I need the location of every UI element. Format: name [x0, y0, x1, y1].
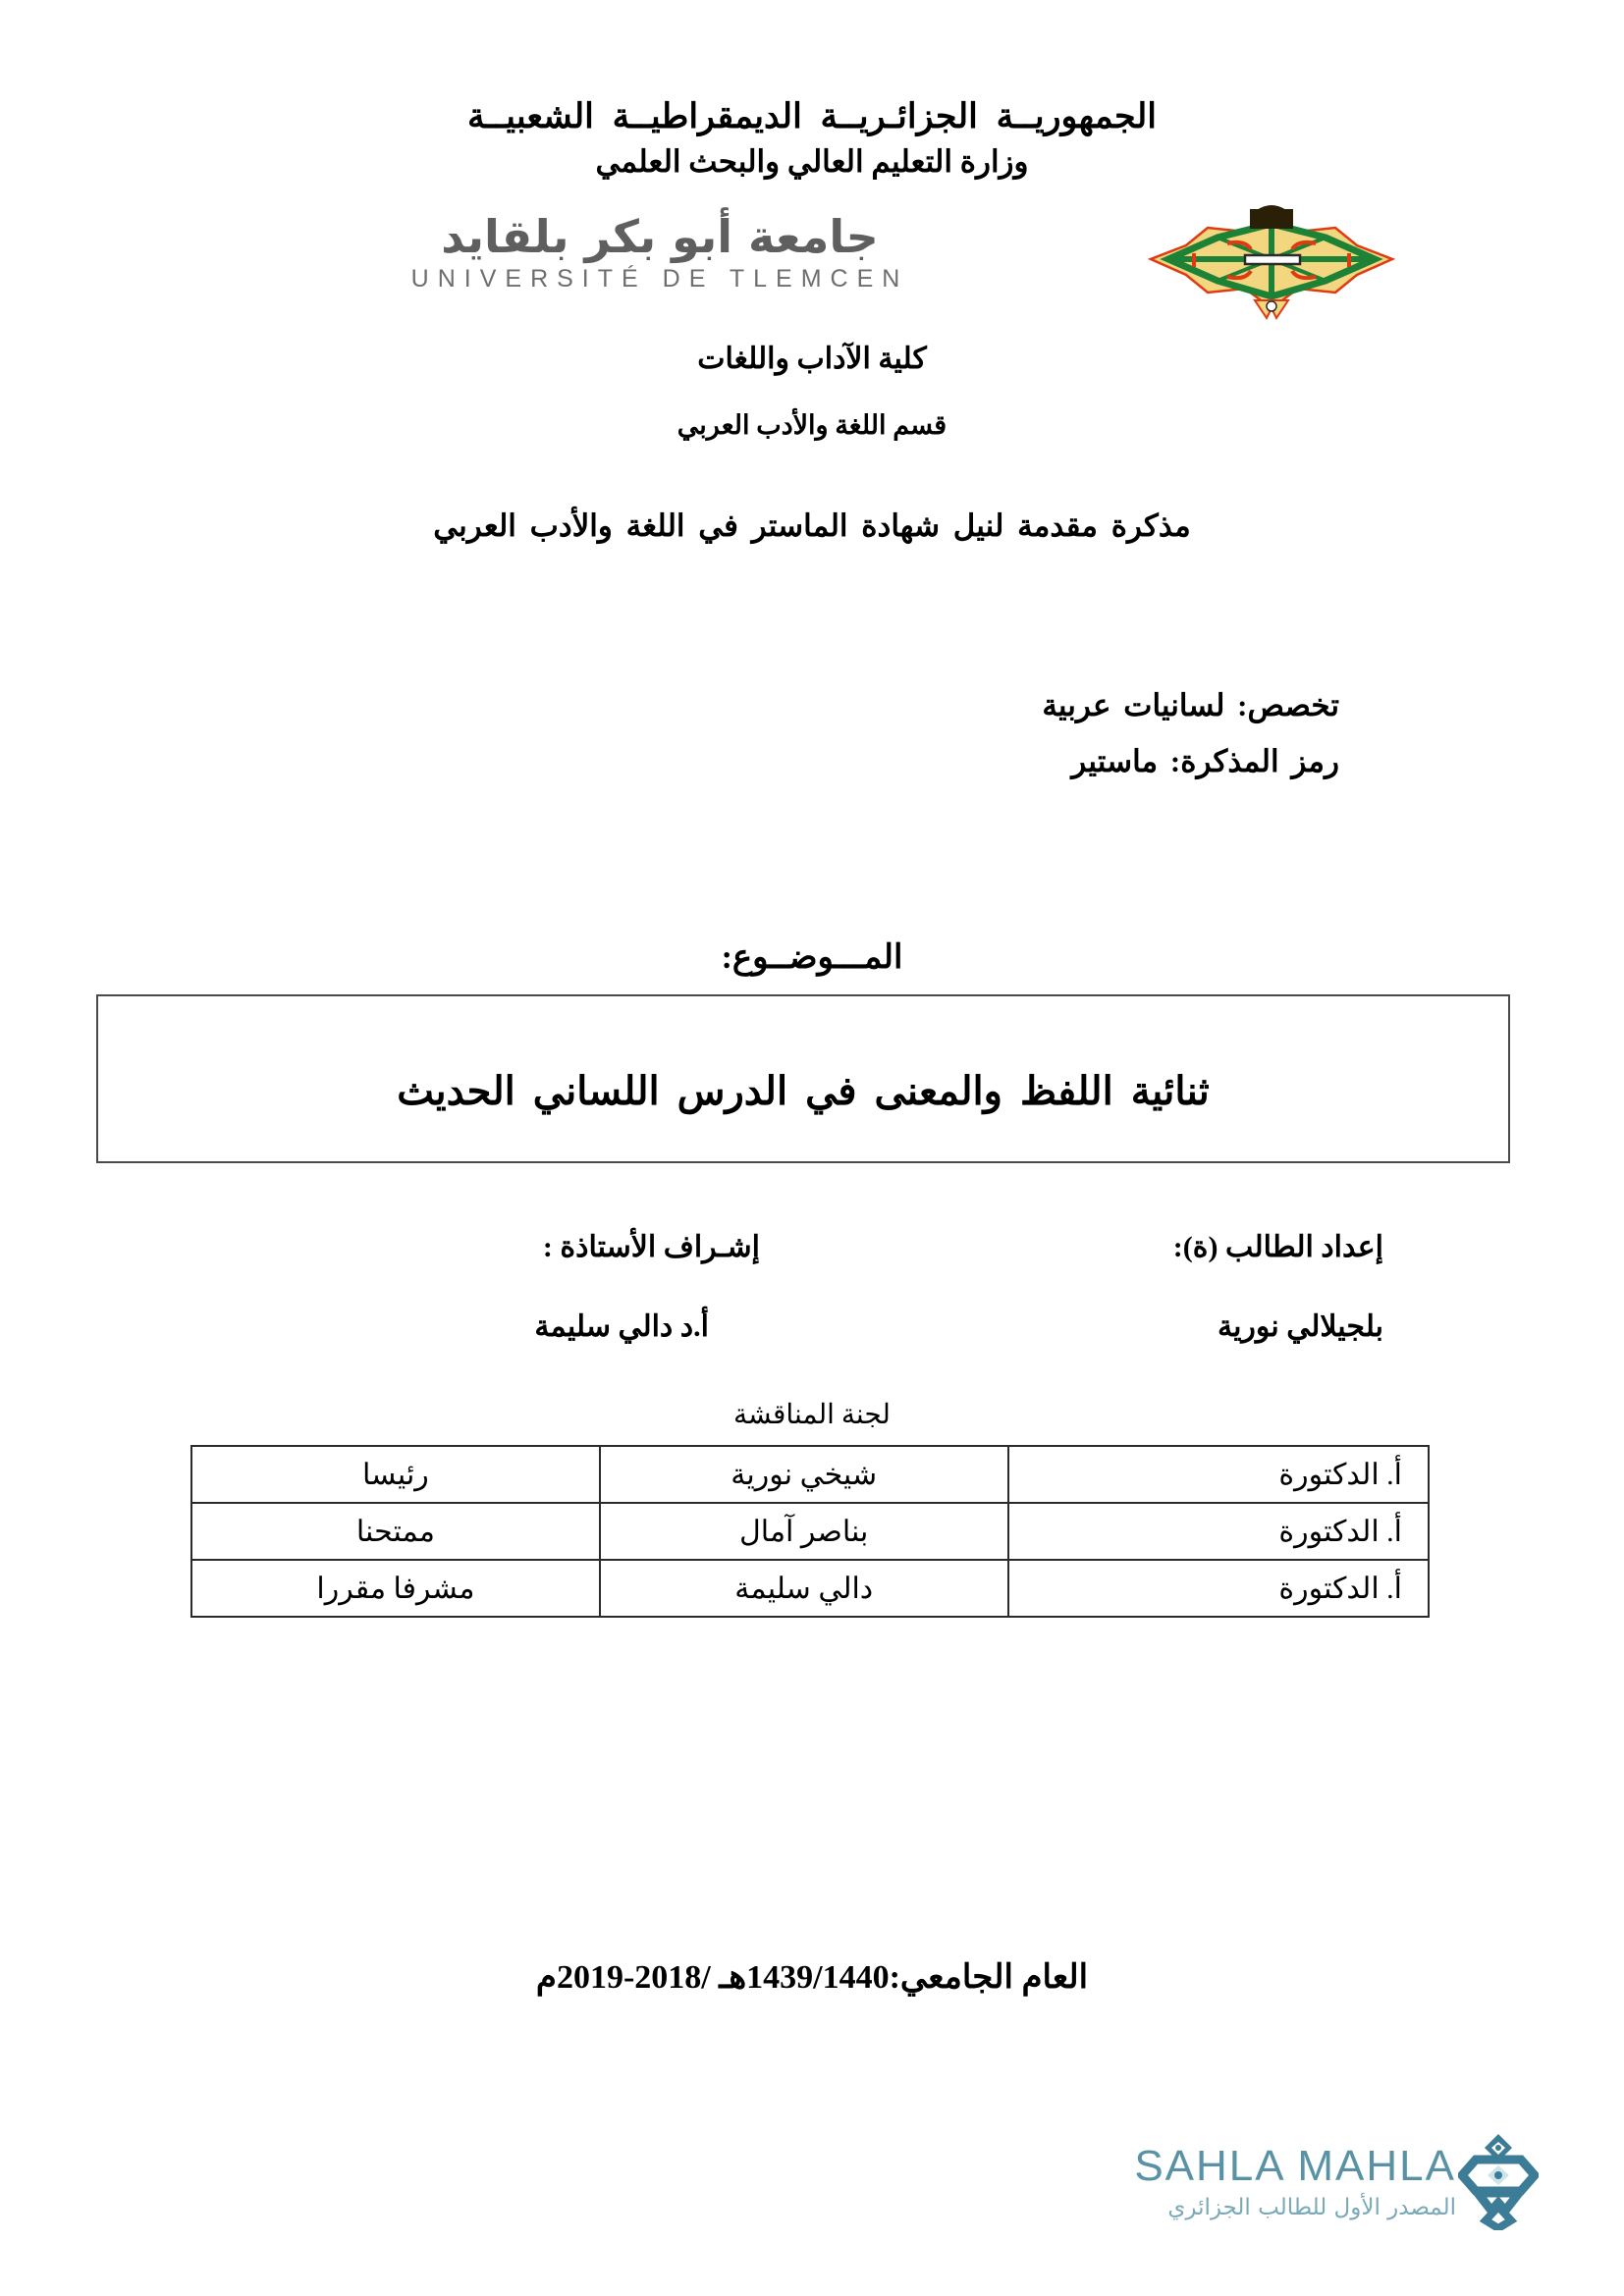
- faculty-line: كلية الآداب واللغات: [697, 343, 927, 375]
- jury-name-cell: بناصر آمال: [600, 1503, 1008, 1560]
- jury-name-cell: دالي سليمة: [600, 1560, 1008, 1617]
- thesis-title-box: [96, 994, 1510, 1163]
- supervisor-name: أ.د دالي سليمة: [534, 1310, 709, 1343]
- table-row: [191, 1446, 1429, 1503]
- student-column: [1173, 1230, 1383, 1344]
- subject-label: المـــوضــوع:: [721, 939, 903, 976]
- watermark-tagline: المصدر الأول للطالب الجزائري: [1167, 2195, 1456, 2220]
- jury-role-cell: مشرفا مقررا: [191, 1560, 600, 1617]
- jury-table: [190, 1445, 1430, 1618]
- authorship-row: [0, 1230, 1624, 1358]
- university-logo-strip: [0, 210, 1624, 332]
- jury-name-cell: شيخي نورية: [600, 1446, 1008, 1503]
- jury-title: لجنة المناقشة: [733, 1400, 891, 1430]
- jury-title-cell: أ. الدكتورة: [1008, 1503, 1429, 1560]
- department-line: قسم اللغة والأدب العربي: [677, 410, 947, 440]
- student-role-label: إعداد الطالب (ة):: [1172, 1231, 1383, 1263]
- republic-line: الجمهوريــة الجزائـريــة الديمقراطيــة الشعبيــة: [467, 97, 1157, 135]
- supervisor-role-label: إشـراف الأستاذة :: [542, 1231, 760, 1263]
- jury-role-cell: ممتحنا: [191, 1503, 600, 1560]
- sahla-mahla-diamond-icon: [1458, 2132, 1539, 2230]
- academic-year: العام الجامعي:1439/1440هـ /2018-2019م: [535, 1959, 1089, 1996]
- table-row: [191, 1503, 1429, 1560]
- table-row: [191, 1560, 1429, 1617]
- thesis-title: ثنائية اللفظ والمعنى في الدرس اللساني الحديث: [397, 1068, 1210, 1113]
- jury-title-cell: أ. الدكتورة: [1008, 1560, 1429, 1617]
- official-header: [0, 93, 1624, 186]
- university-name-french: UNIVERSITÉ DE TLEMCEN: [410, 265, 909, 293]
- specialization-field: تخصص: لسانيات عربية: [1042, 688, 1339, 722]
- specialization-block: [1042, 677, 1339, 790]
- watermark-brand-name: SAHLA MAHLA: [1134, 2142, 1456, 2190]
- jury-role-cell: رئيسا: [191, 1446, 600, 1503]
- university-name-arabic: جامعة أبو بكر بلقايد: [441, 210, 879, 263]
- sahla-mahla-watermark: [1044, 2132, 1535, 2250]
- supervisor-column: [534, 1230, 760, 1344]
- university-emblem-icon: [1129, 198, 1414, 326]
- thesis-code: رمز المذكرة: ماستير: [1071, 744, 1339, 779]
- university-wordmark: [228, 210, 1092, 294]
- jury-title-cell: أ. الدكتورة: [1008, 1446, 1429, 1503]
- ministry-line: وزارة التعليم العالي والبحث العلمي: [595, 144, 1029, 180]
- student-name: بلجيلالي نورية: [1217, 1310, 1383, 1343]
- degree-statement: مذكرة مقدمة لنيل شهادة الماستر في اللغة والأدب العربي: [433, 508, 1191, 543]
